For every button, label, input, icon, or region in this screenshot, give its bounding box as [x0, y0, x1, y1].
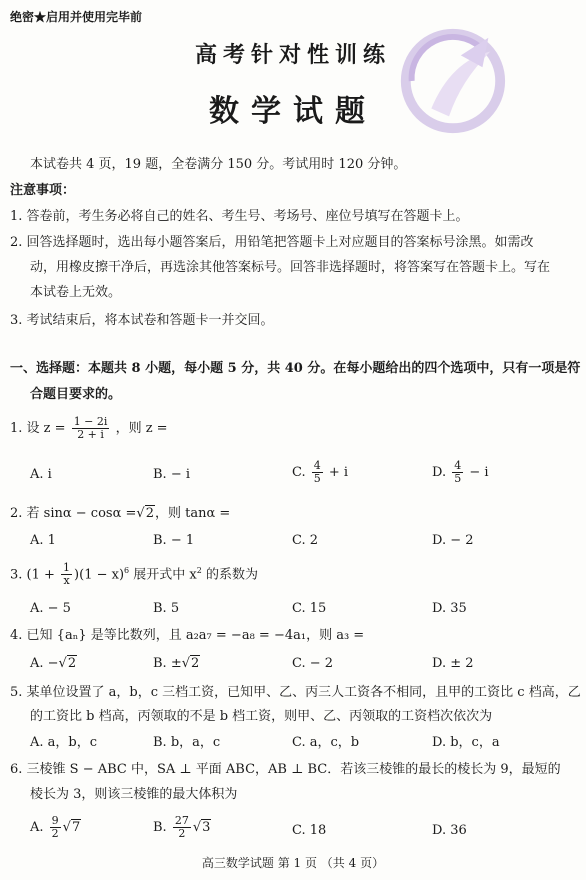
note-2-line-2: 动，用橡皮擦干净后，再选涂其他答案标号。回答非选择题时，将答案写在答题卡上。写在: [30, 260, 551, 275]
q1-option-d: [432, 460, 489, 485]
notes-heading: 注意事项：: [10, 183, 76, 198]
sqrt-icon: √: [58, 656, 67, 671]
q6-a-numerator: 9: [51, 814, 59, 827]
q6-a-radicand: 7: [71, 820, 81, 835]
section-1-heading-line-1: 一、选择题：本题共 8 小题，每小题 5 分，共 40 分。在每小题给出的四个选项中，只有一项是符: [10, 361, 581, 376]
exam-subtitle: 高考针对性训练: [194, 42, 391, 68]
q6-option-b: [153, 815, 211, 840]
q3-option-c: C. 15: [292, 601, 327, 616]
q3-fraction: [61, 562, 72, 587]
q1-option-d-label: D.: [432, 465, 447, 480]
q3-stem-mid: )(1 − x): [74, 567, 125, 583]
q6-option-a-label: A.: [30, 820, 44, 835]
q1-option-c-label: C.: [292, 465, 306, 480]
exam-title: 数学试题: [209, 94, 377, 129]
q2-radicand: 2: [145, 506, 154, 521]
note-3: 3. 考试结束后，将本试卷和答题卡一并交回。: [10, 313, 274, 328]
q4-option-a: [30, 655, 77, 673]
q3-exponent: 6: [124, 566, 130, 575]
sqrt-icon: √: [62, 820, 71, 835]
q3-power: 2: [196, 566, 202, 575]
q4-b-radicand: 2: [191, 656, 200, 671]
q2-stem-end: ，则 tanα =: [154, 506, 231, 521]
note-2-line-1: 2. 回答选择题时，选出每小题答案后，用铅笔把答题卡上对应题目的答案标号涂黑。如需改: [10, 235, 534, 250]
q2-option-d: D. − 2: [432, 533, 474, 548]
question-2: [10, 505, 230, 523]
q5-option-c: C. a，c，b: [292, 735, 360, 750]
q1-d-denominator: 5: [454, 472, 462, 485]
confidential-label: 绝密★启用并使用完毕前: [10, 10, 143, 24]
q1-c-denominator: 5: [313, 472, 321, 485]
q3-option-d: D. 35: [432, 601, 467, 616]
page-footer: 高三数学试题 第 1 页 （共 4 页）: [201, 856, 385, 870]
question-5-line-1: 5. 某单位设置了 a，b，c 三档工资，已知甲、乙、丙三人工资各不相同，且甲的工资比 c 档高，乙: [10, 685, 581, 700]
q4-a-radicand: 2: [67, 656, 77, 671]
q6-b-fraction: [173, 815, 191, 840]
q3-option-b: B. 5: [153, 601, 180, 616]
section-1-heading-line-2: 合题目要求的。: [30, 387, 122, 402]
question-4: 4. 已知 {aₙ} 是等比数列，且 a₂a₇ = −a₈ = −4a₁，则 a₃ =: [10, 628, 365, 643]
q1-option-d-rest: − i: [469, 465, 489, 480]
q4-option-b: [153, 655, 200, 673]
q2-option-b: B. − 1: [153, 533, 195, 548]
q1-option-d-fraction: [452, 460, 463, 485]
q1-d-numerator: 4: [454, 459, 462, 472]
q3-stem-start: 3. (1 +: [10, 567, 55, 583]
sqrt-icon: √: [136, 506, 145, 521]
q1-option-c-fraction: [312, 460, 323, 485]
q6-option-b-label: B.: [153, 820, 167, 835]
question-6-line-1: 6. 三棱锥 S − ABC 中，SA ⊥ 平面 ABC，AB ⊥ BC．若该三棱锥的最长的棱长为 9，最短的: [10, 762, 561, 777]
q6-b-denominator: 2: [178, 827, 186, 840]
sqrt-icon: √: [181, 656, 191, 671]
q4-option-d: D. ± 2: [432, 656, 474, 671]
q2-option-c: C. 2: [292, 533, 319, 548]
q1-numerator: 1 − 2i: [73, 415, 108, 428]
q1-option-a: A. i: [30, 467, 52, 482]
q5-option-b: B. b，a，c: [153, 735, 221, 750]
exam-intro: 本试卷共 4 页，19 题，全卷满分 150 分。考试用时 120 分钟。: [30, 157, 407, 172]
note-2-line-3: 本试卷上无效。: [30, 285, 122, 300]
q1-denominator: 2 + i: [77, 428, 104, 441]
q1-c-numerator: 4: [313, 459, 321, 472]
q3-denominator: x: [63, 574, 70, 588]
q5-option-d: D. b，c，a: [432, 735, 500, 750]
q6-option-d: D. 36: [432, 823, 467, 838]
q1-stem-start: 1. 设 z =: [10, 421, 66, 436]
q1-fraction: [72, 416, 110, 441]
q2-option-a: A. 1: [30, 533, 56, 548]
q6-b-numerator: 27: [174, 814, 189, 827]
q4-option-b-label: B. ±: [153, 656, 182, 671]
q6-b-radicand: 3: [202, 820, 211, 835]
q5-option-a: A. a，b，c: [30, 735, 98, 750]
q1-option-c: [292, 460, 348, 485]
q6-a-fraction: [50, 815, 61, 840]
q3-stem-text: 展开式中 x: [129, 567, 197, 583]
q3-stem-end: 的系数为: [201, 567, 258, 583]
q3-numerator: 1: [63, 561, 71, 575]
q2-stem-start: 2. 若 sinα − cosα =: [10, 506, 137, 521]
q3-option-a: A. − 5: [30, 601, 71, 616]
q4-option-c: C. − 2: [292, 656, 334, 671]
q1-option-c-rest: + i: [328, 465, 349, 480]
question-6-line-2: 棱长为 3，则该三棱锥的最大体积为: [30, 787, 238, 802]
question-1: [10, 416, 168, 441]
q6-option-c: C. 18: [292, 823, 327, 838]
question-3: [10, 562, 258, 587]
sqrt-icon: √: [192, 820, 202, 835]
q6-a-denominator: 2: [51, 827, 59, 840]
q1-option-b: B. − i: [153, 467, 191, 482]
question-5-line-2: 的工资比 b 档高，丙领取的不是 b 档工资，则甲、乙、丙领取的工资档次依次为: [30, 709, 493, 724]
q1-stem-end: ，则 z =: [115, 421, 168, 436]
q6-option-a: [30, 815, 81, 840]
note-1: 1. 答卷前，考生务必将自己的姓名、考生号、考场号、座位号填写在答题卡上。: [10, 209, 469, 224]
q4-option-a-label: A. −: [30, 656, 59, 671]
